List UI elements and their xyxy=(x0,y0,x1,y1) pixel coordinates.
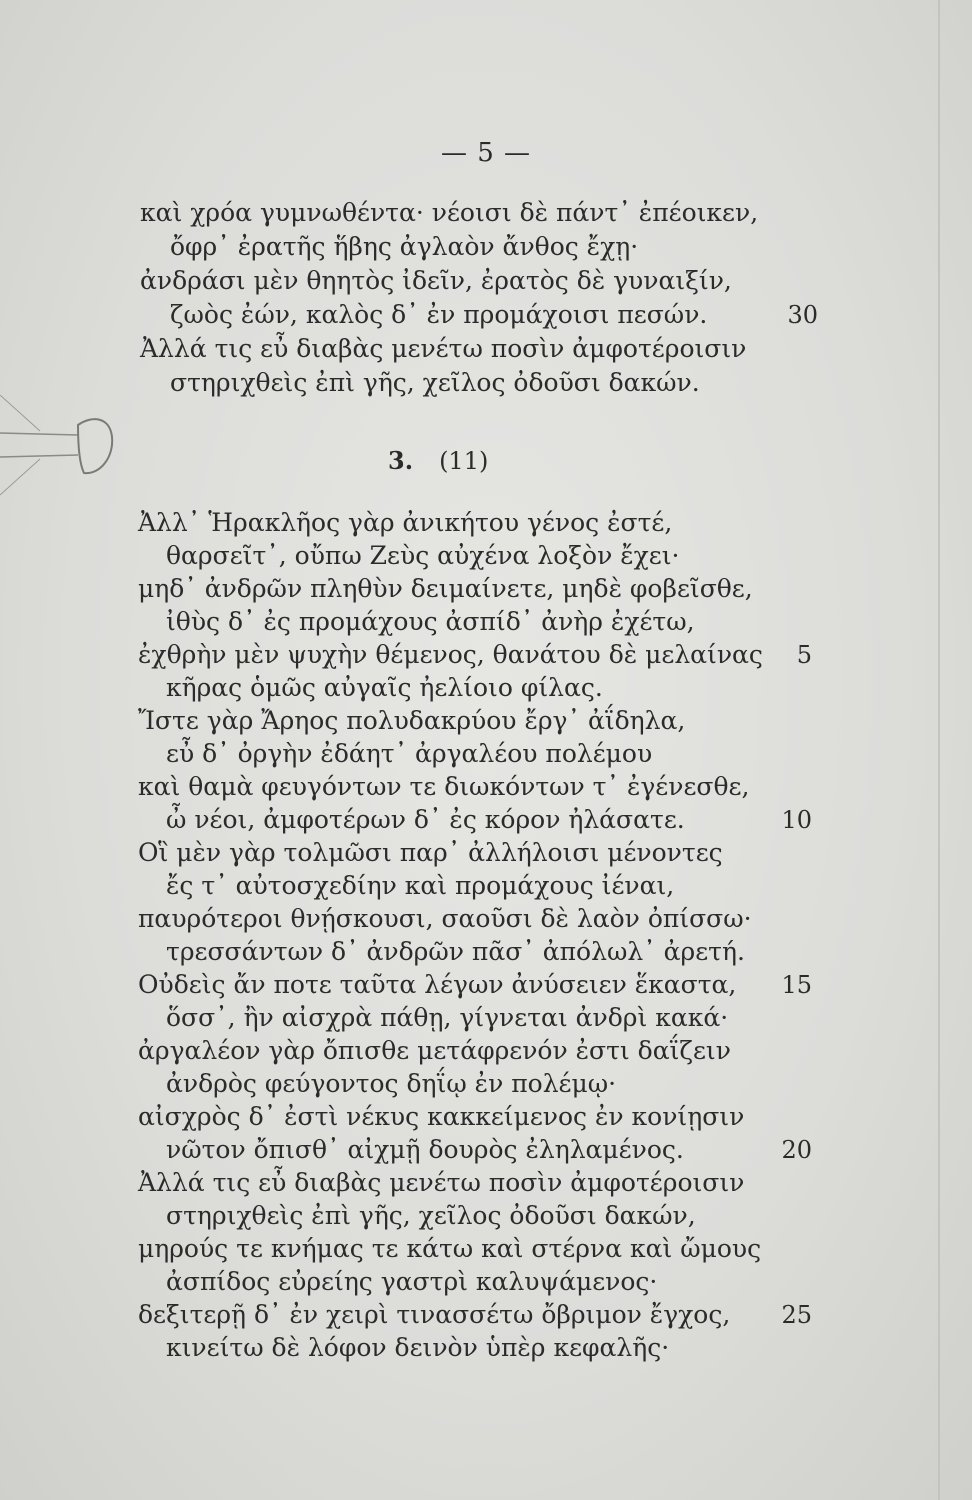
verse-line: ἀσπίδος εὐρείης γαστρὶ καλυψάμενος· xyxy=(166,1267,658,1296)
section-number: 3. xyxy=(388,446,414,475)
verse-line: τρεσσάντων δ᾽ ἀνδρῶν πᾶσ᾽ ἀπόλωλ᾽ ἀρετή. xyxy=(166,937,745,966)
verse-line: στηριχθεὶς ἐπὶ γῆς, χεῖλος ὀδοῦσι δακών. xyxy=(170,368,700,397)
line-number: 15 xyxy=(781,971,812,999)
section-heading xyxy=(388,446,488,475)
verse-line: ἔς τ᾽ αὐτοσχεδίην καὶ προμάχους ἰέναι, xyxy=(166,871,675,900)
verse-line: παυρότεροι θνῄσκουσι, σαοῦσι δὲ λαὸν ὀπίσσω· xyxy=(138,904,752,933)
line-number: 5 xyxy=(796,641,812,669)
verse-line: ὦ νέοι, ἀμφοτέρων δ᾽ ἐς κόρον ἠλάσατε. xyxy=(166,805,685,834)
verse-line: κῆρας ὁμῶς αὐγαῖς ἠελίοιο φίλας. xyxy=(166,673,603,702)
verse-line: αἰσχρὸς δ᾽ ἐστὶ νέκυς κακκείμενος ἐν κονίῃσιν xyxy=(138,1102,745,1131)
verse-line: ἀργαλέον γὰρ ὄπισθε μετάφρενόν ἐστι δαΐζειν xyxy=(138,1036,731,1065)
verse-line: νῶτον ὄπισθ᾽ αἰχμῇ δουρὸς ἐληλαμένος. xyxy=(166,1135,684,1164)
line-number: 20 xyxy=(781,1136,812,1164)
verse-line: στηριχθεὶς ἐπὶ γῆς, χεῖλος ὀδοῦσι δακών, xyxy=(166,1201,696,1230)
verse-line: καὶ θαμὰ φευγόντων τε διωκόντων τ᾽ ἐγένεσθε, xyxy=(138,772,750,801)
verse-line: Οἳ μὲν γὰρ τολμῶσι παρ᾽ ἀλλήλοισι μένοντες xyxy=(138,838,723,867)
verse-line: ζωὸς ἐών, καλὸς δ᾽ ἐν προμάχοισι πεσών. xyxy=(170,300,708,329)
line-number: 10 xyxy=(781,806,812,834)
page-number: — 5 — xyxy=(440,138,532,168)
line-number: 25 xyxy=(781,1301,812,1329)
verse-line: Ἀλλά τις εὖ διαβὰς μενέτω ποσὶν ἀμφοτέροισιν xyxy=(138,1168,745,1197)
page-fold xyxy=(938,0,940,1500)
verse-line: Ἀλλ᾽ Ἡρακλῆος γὰρ ἀνικήτου γένος ἐστέ, xyxy=(138,508,673,537)
verse-line: ἀνδρὸς φεύγοντος δηΐῳ ἐν πολέμῳ· xyxy=(166,1069,617,1098)
verse-line: Ἴστε γὰρ Ἄρηος πολυδακρύου ἔργ᾽ ἀΐδηλα, xyxy=(138,706,686,735)
verse-line: ὄφρ᾽ ἐρατῆς ἥβης ἀγλαὸν ἄνθος ἔχῃ· xyxy=(170,232,639,261)
verse-line: ὅσσ᾽, ἢν αἰσχρὰ πάθῃ, γίγνεται ἀνδρὶ κακά· xyxy=(166,1003,729,1032)
section-note: (11) xyxy=(439,447,489,475)
verse-line: ἐχθρὴν μὲν ψυχὴν θέμενος, θανάτου δὲ μελαίνας xyxy=(138,640,763,669)
verse-line: κινείτω δὲ λόφον δεινὸν ὑπὲρ κεφαλῆς· xyxy=(166,1333,670,1362)
verse-line: θαρσεῖτ᾽, οὔπω Ζεὺς αὐχένα λοξὸν ἔχει· xyxy=(166,541,680,570)
verse-line: Οὐδεὶς ἄν ποτε ταῦτα λέγων ἀνύσειεν ἕκαστα, xyxy=(138,970,737,999)
pencil-sketch-icon xyxy=(0,395,130,505)
verse-line: ἰθὺς δ᾽ ἐς προμάχους ἀσπίδ᾽ ἀνὴρ ἐχέτω, xyxy=(166,607,695,636)
verse-line: εὖ δ᾽ ὀργὴν ἐδάητ᾽ ἀργαλέου πολέμου xyxy=(166,739,653,768)
verse-line: μηδ᾽ ἀνδρῶν πληθὺν δειμαίνετε, μηδὲ φοβεῖσθε, xyxy=(138,574,753,603)
verse-line: μηρούς τε κνήμας τε κάτω καὶ στέρνα καὶ ὤμους xyxy=(138,1234,762,1263)
verse-line: δεξιτερῇ δ᾽ ἐν χειρὶ τινασσέτω ὄβριμον ἔγχος, xyxy=(138,1300,731,1329)
verse-line: ἀνδράσι μὲν θηητὸς ἰδεῖν, ἐρατὸς δὲ γυναιξίν, xyxy=(140,266,732,295)
verse-line: καὶ χρόα γυμνωθέντα· νέοισι δὲ πάντ᾽ ἐπέοικεν, xyxy=(140,198,759,227)
verse-line: Ἀλλά τις εὖ διαβὰς μενέτω ποσὶν ἀμφοτέροισιν xyxy=(140,334,747,363)
line-number: 30 xyxy=(787,301,818,329)
